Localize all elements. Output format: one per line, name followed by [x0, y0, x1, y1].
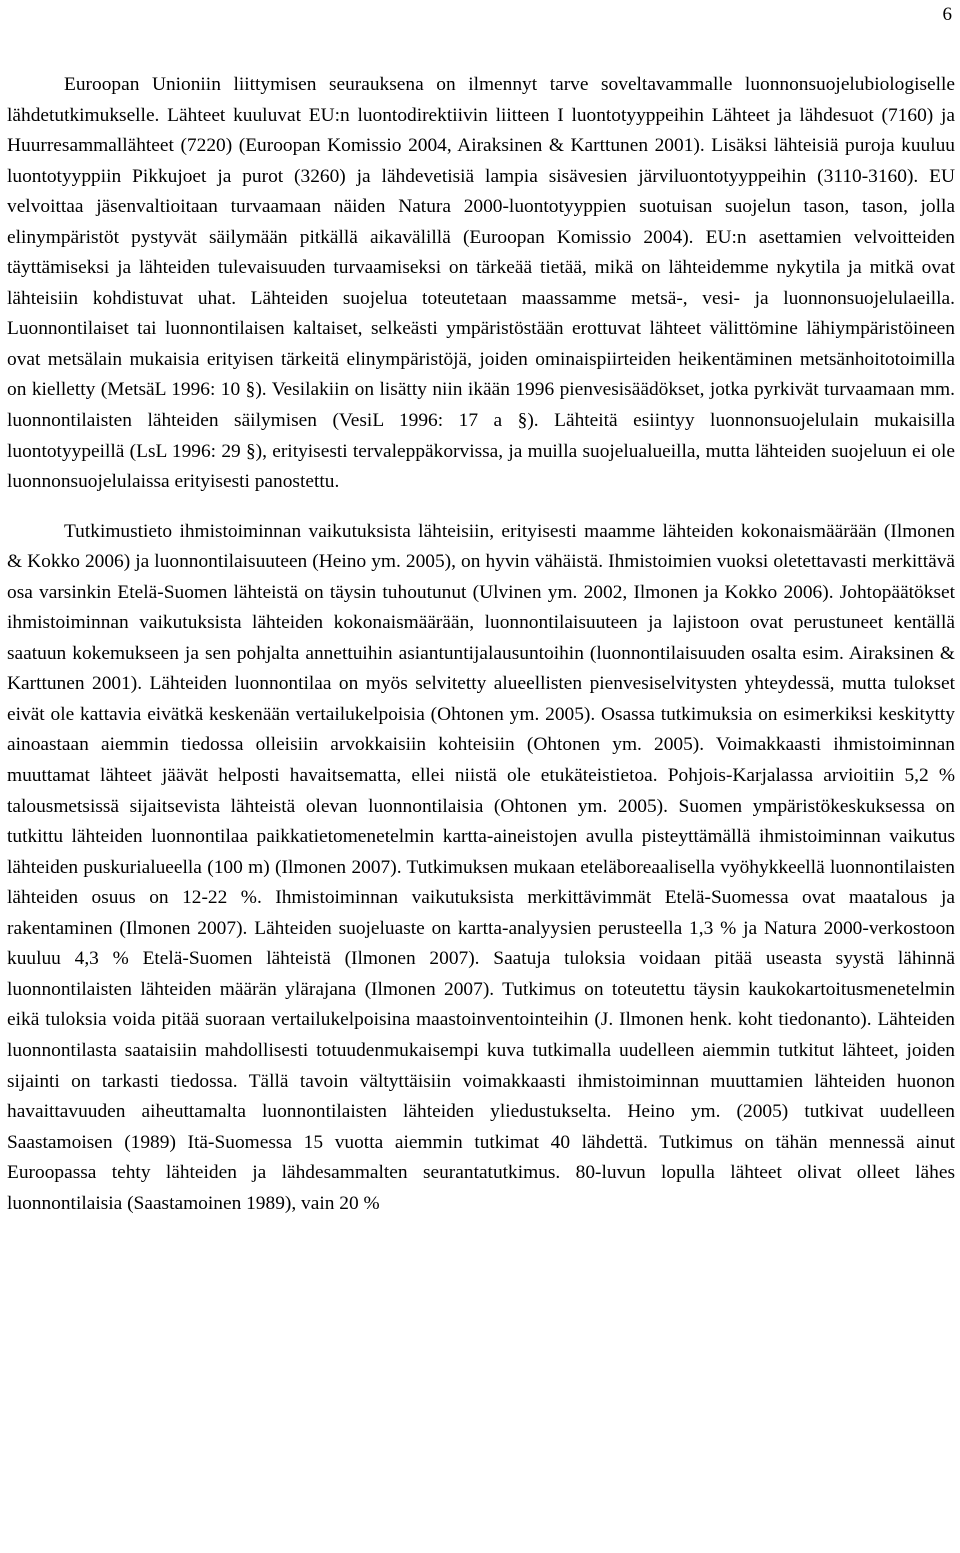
document-body: [7, 70, 955, 1219]
page-number: 6: [942, 4, 952, 25]
paragraph-research-knowledge: Tutkimustieto ihmistoiminnan vaikutuksista lähteisiin, erityisesti maamme lähteiden kokonaismäärään (Ilmonen & Kokko 2006) ja luonnontilaisuuteen (Heino ym. 2005), on hyvin vähäistä. Ihmistoimien vuoksi oletettavasti merkittävä osa varsinkin Etelä-Suomen lähteistä on täysin tuhoutunut (Ulvinen ym. 2002, Ilmonen ja Kokko 2006). Johtopäätökset ihmistoiminnan vaikutuksista lähteiden kokonaismäärään, luonnontilaisuuteen ja lajistoon ovat perustuneet kentällä saatuun kokemukseen ja sen pohjalta annettuihin asiantuntijalausuntoihin (luonnontilaisuuden osalta esim. Airaksinen & Karttunen 2001). Lähteiden luonnontilaa on myös selvitetty alueellisten pienvesiselvitysten yhteydessä, mutta tulokset eivät ole kattavia eivätkä keskenään vertailukelpoisia (Ohtonen ym. 2005). Osassa tutkimuksia on esimerkiksi keskitytty ainoastaan aiemmin tiedossa olleisiin arvokkaisiin kohteisiin (Ohtonen ym. 2005). Voimakkaasti ihmistoiminnan muuttamat lähteet jäävät helposti havaitsematta, ellei niistä ole etukäteistietoa. Pohjois-Karjalassa arvioitiin 5,2 % talousmetsissä sijaitsevista lähteistä olevan luonnontilaisia (Ohtonen ym. 2005). Suomen ympäristökeskuksessa on tutkittu lähteiden luonnontilaa paikkatietomenetelmin kartta-aineistojen avulla pisteyttämällä ihmistoiminnan vaikutus lähteiden puskurialueella (100 m) (Ilmonen 2007). Tutkimuksen mukaan eteläboreaalisella vyöhykkeellä luonnontilaisten lähteiden osuus on 12-22 %. Ihmistoiminnan vaikutuksista merkittävimmät Etelä-Suomessa ovat maatalous ja rakentaminen (Ilmonen 2007). Lähteiden suojeluaste on kartta-analyysien perusteella 1,3 % ja Natura 2000-verkostoon kuuluu 4,3 % Etelä-Suomen lähteistä (Ilmonen 2007). Saatuja tuloksia voidaan pitää useasta syystä lähinnä luonnontilaisten lähteiden määrän ylärajana (Ilmonen 2007). Tutkimus on toteutettu täysin kaukokartoitusmenetelmin eikä tuloksia voida pitää suoraan vertailukelpoisina maastoinventointeihin (J. Ilmonen henk. koht tiedonanto). Lähteiden luonnontilasta saataisiin mahdollisesti totuudenmukaisempi kuva tutkimalla uudelleen aiemmin tutkitut lähteet, joiden sijainti on tarkasti tiedossa. Tällä tavoin vältyttäisiin voimakkaasti ihmistoiminnan muuttamien lähteiden huonon havaittavuuden aiheuttamalta luonnontilaisten lähteiden yliedustukselta. Heino ym. (2005) tutkivat uudelleen Saastamoisen (1989) Itä-Suomessa 15 vuotta aiemmin tutkimat 40 lähdettä. Tutkimus on tähän mennessä ainut Euroopassa tehty lähteiden ja lähdesammalten seurantatutkimus. 80-luvun lopulla lähteet olivat olleet lähes luonnontilaisia (Saastamoinen 1989), vain 20 %: [7, 520, 955, 1214]
paragraph-eu-springs: Euroopan Unioniin liittymisen seurauksena on ilmennyt tarve soveltavammalle luonnonsuojelubiologiselle lähdetutkimukselle. Lähteet kuuluvat EU:n luontodirektiivin liitteen I luontotyyppeihin Lähteet ja lähdesuot (7160) ja Huurresammallähteet (7220) (Euroopan Komissio 2004, Airaksinen & Karttunen 2001). Lisäksi lähteisiä puroja kuuluu luontotyyppiin Pikkujoet ja purot (3260) ja lähdevetisiä lampia sisävesien järviluontotyyppeihin (3110-3160). EU velvoittaa jäsenvaltioitaan turvaamaan näiden Natura 2000-luontotyyppien suotuisan suojelun tason, tason, jolla elinympäristöt pystyvät säilymään pitkällä aikavälillä (Euroopan Komissio 2004). EU:n asettamien velvoitteiden täyttämiseksi ja lähteiden tulevaisuuden turvaamiseksi on tärkeää tietää, mikä on lähteidemme nykytila ja mitkä ovat lähteisiin kohdistuvat uhat. Lähteiden suojelua toteutetaan maassamme metsä-, vesi- ja luonnonsuojelulaeilla. Luonnontilaiset tai luonnontilaisen kaltaiset, selkeästi ympäristöstään erottuvat lähteet välittömine lähiympäristöineen ovat metsälain mukaisia erityisen tärkeitä elinympäristöjä, joiden ominaispiirteiden heikentäminen metsänhoitotoimilla on kielletty (MetsäL 1996: 10 §). Vesilakiin on lisätty niin ikään 1996 pienvesisäädökset, jotka pyrkivät turvaamaan mm. luonnontilaisten lähteiden säilymisen (VesiL 1996: 17 a §). Lähteitä esiintyy luonnonsuojelulain mukaisilla luontotyypeillä (LsL 1996: 29 §), erityisesti tervaleppäkorvissa, ja muilla suojelualueilla, mutta lähteiden suojeluun ei ole luonnonsuojelulaissa erityisesti panostettu.: [7, 74, 955, 493]
